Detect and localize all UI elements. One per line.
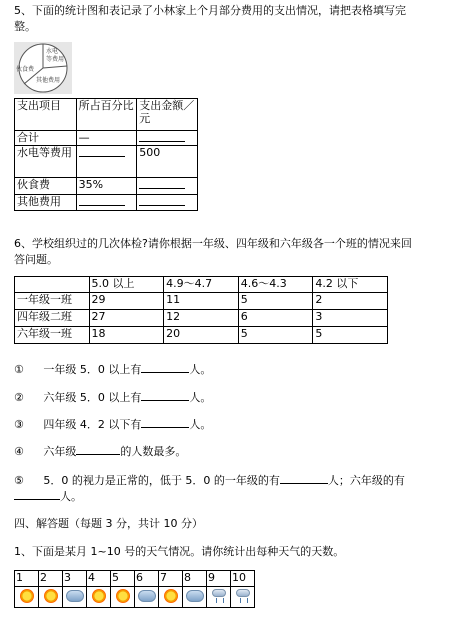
vision-header-4: 4.2 以下 — [313, 277, 388, 293]
day-cell: 2 — [39, 571, 63, 587]
item-number: ⑤ — [14, 474, 24, 487]
weather-cell — [183, 587, 207, 608]
item-number: ① — [14, 363, 24, 376]
weather-cell — [63, 587, 87, 608]
pie-label-utility-b: 等费用 — [46, 56, 65, 63]
day-cell: 1 — [15, 571, 39, 587]
expense-header-percent: 所占百分比 — [76, 99, 137, 131]
sun-icon — [20, 589, 34, 603]
expense-row-utility-percent[interactable] — [76, 146, 137, 178]
q5-text-line2: 整。 — [14, 20, 36, 33]
weather-cell — [111, 587, 135, 608]
weather-cell — [135, 587, 159, 608]
item-number: ④ — [14, 445, 24, 458]
vision-cell: 六年级一班 — [15, 327, 90, 344]
day-cell: 5 — [111, 571, 135, 587]
vision-header-3: 4.6～4.3 — [238, 277, 313, 293]
q6-item-5 — [14, 472, 405, 488]
weather-cell — [159, 587, 183, 608]
day-cell: 3 — [63, 571, 87, 587]
expense-row-total-amount[interactable] — [137, 131, 198, 146]
vision-cell: 5 — [238, 327, 313, 344]
answer-blank[interactable] — [76, 444, 120, 455]
weather-table — [14, 570, 255, 608]
vision-cell: 四年级二班 — [15, 310, 90, 327]
vision-cell: 5 — [313, 327, 388, 344]
vision-cell: 12 — [164, 310, 239, 327]
answer-blank[interactable] — [14, 489, 60, 500]
vision-cell: 11 — [164, 293, 239, 310]
expense-row-food-amount[interactable] — [137, 178, 198, 195]
q6-item-1 — [14, 361, 211, 377]
section4-q1: 1、下面是某月 1~10 号的天气情况。请你统计出每种天气的天数。 — [14, 545, 345, 558]
item-post: 人。 — [60, 490, 82, 503]
day-cell: 9 — [207, 571, 231, 587]
sun-icon — [164, 589, 178, 603]
vision-cell: 一年级一班 — [15, 293, 90, 310]
item-post: 人。 — [189, 363, 212, 376]
sun-icon — [44, 589, 58, 603]
item-post: 的人数最多。 — [120, 445, 187, 458]
item-pre: 六年级 5．0 以上有 — [43, 391, 142, 404]
expense-row-utility-item: 水电等费用 — [15, 146, 77, 178]
cloudy-icon — [66, 590, 84, 602]
expense-row-other-amount[interactable] — [137, 195, 198, 211]
expense-header-item: 支出项目 — [15, 99, 77, 131]
weather-cell — [231, 587, 255, 608]
q5-text-line1: 5、下面的统计图和表记录了小林家上个月部分费用的支出情况，请把表格填写完 — [14, 4, 406, 17]
pie-label-utility-a: 水电 — [46, 48, 59, 55]
expense-row-total-percent: — — [76, 131, 137, 146]
rain-icon — [211, 588, 227, 604]
vision-cell: 6 — [238, 310, 313, 327]
pie-chart — [14, 42, 72, 94]
sun-icon — [116, 589, 130, 603]
vision-cell: 5 — [238, 293, 313, 310]
answer-blank[interactable] — [280, 473, 328, 484]
pie-label-food: 伙食费 — [16, 66, 35, 73]
expense-row-other-percent[interactable] — [76, 195, 137, 211]
q6-item-4 — [14, 443, 186, 459]
item-post: 人。 — [189, 418, 212, 431]
answer-blank[interactable] — [141, 390, 189, 401]
vision-header-1: 5.0 以上 — [89, 277, 164, 293]
vision-header-0 — [15, 277, 90, 293]
pie-chart-svg — [14, 42, 72, 94]
vision-cell: 2 — [313, 293, 388, 310]
day-cell: 8 — [183, 571, 207, 587]
weather-cell — [207, 587, 231, 608]
q6-item-5-line2 — [14, 488, 82, 504]
answer-blank[interactable] — [141, 362, 189, 373]
vision-cell: 27 — [89, 310, 164, 327]
vision-header-2: 4.9～4.7 — [164, 277, 239, 293]
day-cell: 10 — [231, 571, 255, 587]
expense-row-food-item: 伙食费 — [15, 178, 77, 195]
item-pre: 一年级 5．0 以上有 — [43, 363, 142, 376]
expense-row-food-percent: 35% — [76, 178, 137, 195]
q6-text-line2: 答问题。 — [14, 253, 58, 266]
expense-row-total-item: 合计 — [15, 131, 77, 146]
q6-item-2 — [14, 389, 211, 405]
vision-cell: 29 — [89, 293, 164, 310]
expense-header-amount: 支出金额／元 — [137, 99, 198, 131]
section4-title: 四、解答题（每题 3 分，共计 10 分） — [14, 517, 203, 530]
vision-cell: 20 — [164, 327, 239, 344]
item-number: ② — [14, 391, 24, 404]
answer-blank[interactable] — [141, 417, 189, 428]
sun-icon — [92, 589, 106, 603]
expense-row-other-item: 其他费用 — [15, 195, 77, 211]
pie-label-other: 其他费用 — [36, 77, 61, 84]
rain-icon — [235, 588, 251, 604]
item-number: ③ — [14, 418, 24, 431]
q6-item-3 — [14, 416, 211, 432]
day-cell: 4 — [87, 571, 111, 587]
q6-text-line1: 6、学校组织过的几次体检?请你根据一年级、四年级和六年级各一个班的情况来回 — [14, 237, 412, 250]
item-post: 人。 — [189, 391, 212, 404]
item-mid: 人；六年级的有 — [327, 474, 405, 487]
item-pre: 六年级 — [43, 445, 77, 458]
vision-table — [14, 276, 388, 344]
expense-row-utility-amount: 500 — [137, 146, 198, 178]
item-pre: 5．0 的视力是正常的，低于 5．0 的一年级的有 — [43, 474, 280, 487]
vision-cell: 18 — [89, 327, 164, 344]
vision-cell: 3 — [313, 310, 388, 327]
item-pre: 四年级 4．2 以下有 — [43, 418, 142, 431]
cloudy-icon — [186, 590, 204, 602]
day-cell: 7 — [159, 571, 183, 587]
day-cell: 6 — [135, 571, 159, 587]
cloudy-icon — [138, 590, 156, 602]
weather-cell — [39, 587, 63, 608]
weather-cell — [87, 587, 111, 608]
expense-table — [14, 98, 198, 211]
weather-cell — [15, 587, 39, 608]
